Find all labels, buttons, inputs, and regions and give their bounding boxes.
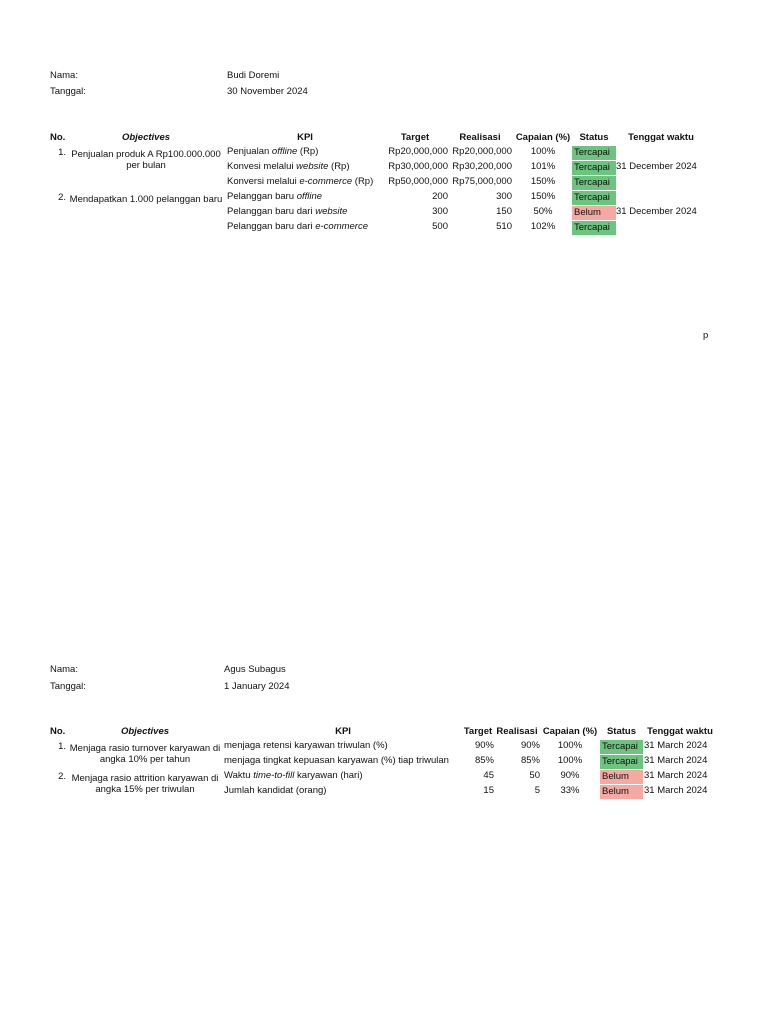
kpi-text: Waktu [224, 770, 254, 781]
objective-text: Menjaga rasio attrition karyawan di angka 15% per triwulan [71, 773, 219, 795]
objective-text: Menjaga rasio turnover karyawan di angka 10% per tahun [69, 743, 221, 765]
kpi-emphasis: offline [296, 191, 323, 202]
header-kpi: KPI [297, 132, 313, 143]
status-badge: Belum [600, 770, 643, 784]
nama-label: Nama: [50, 664, 78, 675]
kpi-text: Konvesi melalui [227, 161, 297, 172]
header-realisasi: Realisasi [459, 132, 501, 143]
header-status: Status [606, 726, 637, 737]
stray-mark: p [703, 330, 709, 341]
objective-text: Mendapatkan 1.000 pelanggan baru [69, 194, 223, 205]
kpi-cell [227, 221, 383, 233]
kpi-emphasis: e-commerce [299, 176, 353, 187]
realisasi-cell: 50 [529, 770, 540, 781]
kpi-text: menjaga tingkat kepuasan karyawan (%) tiap triwulan [224, 755, 449, 766]
nama-value: Budi Doremi [227, 70, 280, 81]
header-capaian: Capaian (%) [542, 726, 598, 737]
target-cell: 85% [474, 755, 494, 766]
objective-text: Penjualan produk A Rp100.000.000 per bulan [71, 149, 221, 171]
kpi-cell [227, 176, 383, 188]
target-cell: 90% [474, 740, 494, 751]
kpi-text: Pelanggan baru dari [227, 221, 316, 232]
status-badge: Tercapai [572, 176, 616, 190]
realisasi-cell: 510 [496, 221, 512, 232]
header-no: No. [50, 726, 66, 737]
tenggat-cell: 31 March 2024 [644, 785, 708, 796]
target-cell: Rp50,000,000 [388, 176, 448, 187]
kpi-text: Konversi melalui [227, 176, 300, 187]
realisasi-cell: Rp75,000,000 [452, 176, 512, 187]
status-badge: Tercapai [600, 755, 643, 769]
status-cell [572, 221, 616, 235]
tanggal-value: 30 November 2024 [227, 86, 308, 97]
status-badge: Tercapai [572, 146, 616, 160]
realisasi-cell: Rp20,000,000 [452, 146, 512, 157]
kpi-cell [227, 146, 383, 158]
kpi-cell [227, 161, 383, 173]
capaian-cell: 150% [530, 176, 556, 187]
status-badge: Tercapai [600, 740, 643, 754]
tenggat-cell: 31 March 2024 [644, 740, 708, 751]
target-cell: 500 [432, 221, 448, 232]
kpi-suffix: (Rp) [297, 146, 319, 157]
kpi-emphasis: website [315, 206, 348, 217]
status-badge: Tercapai [572, 161, 616, 175]
target-cell: 200 [432, 191, 448, 202]
realisasi-cell: 150 [496, 206, 512, 217]
objective-number: 2. [58, 771, 66, 782]
target-cell: 300 [432, 206, 448, 217]
tenggat-cell: 31 March 2024 [644, 755, 708, 766]
kpi-suffix: (Rp) [328, 161, 350, 172]
status-badge: Tercapai [572, 191, 616, 205]
kpi-cell [224, 740, 462, 752]
status-cell [572, 146, 616, 160]
capaian-cell: 100% [557, 755, 583, 766]
kpi-suffix: (Rp) [352, 176, 374, 187]
status-cell [572, 161, 616, 175]
tanggal-label: Tanggal: [50, 681, 86, 692]
status-cell [600, 755, 643, 769]
realisasi-cell: Rp30,200,000 [452, 161, 512, 172]
objective-number: 1. [58, 147, 66, 158]
capaian-cell: 101% [530, 161, 556, 172]
kpi-text: Jumlah kandidat (orang) [224, 785, 327, 796]
status-badge: Belum [572, 206, 616, 220]
tenggat-cell: 31 December 2024 [616, 206, 697, 217]
realisasi-cell: 85% [520, 755, 540, 766]
kpi-cell [224, 770, 462, 782]
kpi-text: menjaga retensi karyawan triwulan (%) [224, 740, 388, 751]
kpi-text: Penjualan [227, 146, 272, 157]
realisasi-cell: 5 [534, 785, 540, 796]
kpi-suffix: karyawan (hari) [294, 770, 363, 781]
status-cell [600, 770, 643, 784]
target-cell: 45 [483, 770, 494, 781]
tanggal-label: Tanggal: [50, 86, 86, 97]
status-cell [572, 191, 616, 205]
header-kpi: KPI [335, 726, 351, 737]
kpi-text: Pelanggan baru [227, 191, 297, 202]
header-no: No. [50, 132, 66, 143]
kpi-text: Pelanggan baru dari [227, 206, 316, 217]
nama-value: Agus Subagus [224, 664, 286, 675]
kpi-cell [224, 785, 462, 797]
header-objectives: Objectives [121, 132, 171, 143]
status-cell [600, 740, 643, 754]
capaian-cell: 50% [533, 206, 553, 217]
capaian-cell: 90% [560, 770, 580, 781]
kpi-emphasis: website [296, 161, 329, 172]
capaian-cell: 150% [530, 191, 556, 202]
tenggat-cell: 31 March 2024 [644, 770, 708, 781]
realisasi-cell: 300 [496, 191, 512, 202]
status-badge: Tercapai [572, 221, 616, 235]
capaian-cell: 33% [560, 785, 580, 796]
status-badge: Belum [600, 785, 643, 799]
header-target: Target [400, 132, 430, 143]
capaian-cell: 100% [530, 146, 556, 157]
objective-number: 2. [58, 192, 66, 203]
header-realisasi: Realisasi [496, 726, 538, 737]
kpi-emphasis: time-to-fill [253, 770, 295, 781]
tanggal-value: 1 January 2024 [224, 681, 290, 692]
tenggat-cell: 31 December 2024 [616, 161, 697, 172]
realisasi-cell: 90% [520, 740, 540, 751]
nama-label: Nama: [50, 70, 78, 81]
kpi-cell [227, 191, 383, 203]
header-status: Status [579, 132, 609, 143]
kpi-emphasis: offline [271, 146, 298, 157]
target-cell: Rp30,000,000 [388, 161, 448, 172]
header-tenggat: Tenggat waktu [647, 726, 713, 737]
header-tenggat: Tenggat waktu [628, 132, 694, 143]
target-cell: 15 [483, 785, 494, 796]
target-cell: Rp20,000,000 [388, 146, 448, 157]
status-cell [572, 176, 616, 190]
status-cell [572, 206, 616, 220]
kpi-emphasis: e-commerce [315, 221, 369, 232]
status-cell [600, 785, 643, 799]
header-capaian: Capaian (%) [515, 132, 571, 143]
objective-number: 1. [58, 741, 66, 752]
kpi-cell [224, 755, 462, 767]
header-objectives: Objectives [120, 726, 170, 737]
header-target: Target [463, 726, 493, 737]
kpi-cell [227, 206, 383, 218]
capaian-cell: 100% [557, 740, 583, 751]
capaian-cell: 102% [530, 221, 556, 232]
